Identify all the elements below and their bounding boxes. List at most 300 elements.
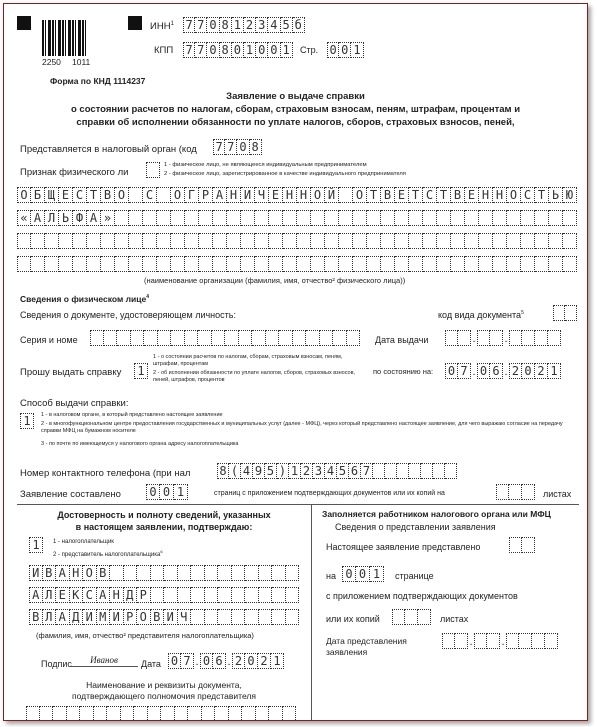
request-option-1: 1 - о состоянии расчетов по налогам, сборам, страховым взносам, пеням, штрафам, процентам bbox=[153, 354, 343, 367]
as-of-label: по состоянию на: bbox=[373, 367, 434, 376]
authority-doc-field[interactable] bbox=[26, 706, 296, 721]
char-cell bbox=[227, 256, 241, 272]
tax-form-page bbox=[3, 3, 588, 721]
char-cell: Л bbox=[43, 609, 57, 625]
char-cell bbox=[269, 256, 283, 272]
date-char-cell: 0 bbox=[245, 653, 258, 669]
date-separator: . bbox=[227, 656, 231, 668]
char-cell: 7 bbox=[183, 17, 195, 33]
char-cell: 7 bbox=[195, 17, 207, 33]
char-cell: 8 bbox=[217, 463, 229, 479]
char-cell bbox=[563, 210, 577, 226]
char-cell: 1 bbox=[289, 463, 301, 479]
char-cell bbox=[157, 233, 171, 249]
char-cell bbox=[191, 609, 205, 625]
tax-office-code-field[interactable] bbox=[213, 139, 262, 155]
char-cell bbox=[259, 609, 273, 625]
char-cell: 7 bbox=[183, 42, 195, 58]
char-cell bbox=[395, 256, 409, 272]
individual-sign-option-2: 2 - физическое лицо, зарегистрированное в качестве индивидуального предпринимателя bbox=[164, 171, 406, 177]
representative-surname-field[interactable] bbox=[29, 565, 299, 581]
char-cell bbox=[293, 330, 307, 346]
char-cell bbox=[59, 233, 73, 249]
org-name-line-2[interactable] bbox=[17, 210, 577, 226]
char-cell: В bbox=[29, 609, 43, 625]
char-cell bbox=[218, 609, 232, 625]
char-cell: « bbox=[17, 210, 31, 226]
char-cell: Н bbox=[297, 187, 311, 203]
char-cell bbox=[191, 587, 205, 603]
char-cell: 1 bbox=[174, 484, 188, 500]
char-cell bbox=[479, 256, 493, 272]
char-cell bbox=[26, 706, 40, 721]
char-cell: Т bbox=[437, 187, 451, 203]
page-label: Стр. bbox=[300, 45, 319, 55]
char-cell: 1 bbox=[351, 42, 363, 58]
char-cell: 0 bbox=[160, 484, 174, 500]
submitted-field[interactable] bbox=[509, 537, 535, 553]
char-cell bbox=[423, 256, 437, 272]
char-cell bbox=[129, 233, 143, 249]
phone-field[interactable] bbox=[217, 463, 457, 479]
char-cell: 7 bbox=[195, 42, 207, 58]
char-cell bbox=[199, 233, 213, 249]
date-separator: . bbox=[195, 656, 199, 668]
individual-sign-field[interactable] bbox=[146, 162, 160, 178]
char-cell bbox=[381, 233, 395, 249]
char-cell bbox=[409, 210, 423, 226]
char-cell: Ю bbox=[563, 187, 577, 203]
char-cell bbox=[157, 256, 171, 272]
char-cell bbox=[232, 609, 246, 625]
char-cell: 0 bbox=[268, 42, 280, 58]
char-cell bbox=[188, 706, 202, 721]
signer-type-field[interactable] bbox=[29, 537, 43, 553]
char-cell bbox=[129, 187, 143, 203]
char-cell: Н bbox=[110, 587, 124, 603]
char-cell bbox=[347, 330, 361, 346]
char-cell: Ь bbox=[59, 210, 73, 226]
char-cell bbox=[507, 233, 521, 249]
date-char-cell: 7 bbox=[181, 653, 194, 669]
char-cell bbox=[339, 256, 353, 272]
char-cell: 1 bbox=[370, 566, 384, 582]
char-cell: Н bbox=[479, 187, 493, 203]
char-cell bbox=[433, 463, 445, 479]
char-cell bbox=[45, 256, 59, 272]
char-cell: И bbox=[110, 609, 124, 625]
char-cell bbox=[146, 162, 160, 178]
char-cell bbox=[129, 256, 143, 272]
char-cell bbox=[549, 256, 563, 272]
request-type-field[interactable] bbox=[134, 363, 148, 379]
char-cell: А bbox=[56, 609, 70, 625]
char-cell: Н bbox=[283, 187, 297, 203]
char-cell: 7 bbox=[213, 139, 225, 155]
date-char-cell bbox=[509, 330, 522, 346]
char-cell bbox=[31, 256, 45, 272]
char-cell bbox=[59, 256, 73, 272]
char-cell bbox=[213, 233, 227, 249]
corner-marker-right bbox=[128, 16, 142, 30]
char-cell: Н bbox=[70, 565, 84, 581]
char-cell: Ф bbox=[73, 210, 87, 226]
char-cell: 1 bbox=[134, 363, 148, 379]
char-cell bbox=[259, 587, 273, 603]
char-cell: Е bbox=[56, 587, 70, 603]
char-cell bbox=[245, 587, 259, 603]
delivery-option-1: 1 - в налоговом органе, в который представлено настоящее заявление bbox=[41, 412, 223, 418]
char-cell: ( bbox=[229, 463, 241, 479]
char-cell bbox=[272, 609, 286, 625]
char-cell bbox=[405, 609, 418, 625]
kpp-field[interactable] bbox=[183, 42, 293, 58]
char-cell: К bbox=[70, 587, 84, 603]
office-use-heading: Заполняется работником налогового органа или МФЦ bbox=[322, 509, 551, 519]
char-cell bbox=[80, 706, 94, 721]
char-cell bbox=[507, 210, 521, 226]
char-cell bbox=[137, 565, 151, 581]
char-cell bbox=[311, 210, 325, 226]
char-cell bbox=[185, 210, 199, 226]
char-cell: 7 bbox=[361, 463, 373, 479]
char-cell: И bbox=[83, 609, 97, 625]
char-cell bbox=[306, 330, 320, 346]
delivery-option-2: 2 - в многофункциональном центре предоставления государственных и муниципальных услуг (далее - МФЦ), через который представлено настоящее заявление, для чего выражаю согласие на передачу справки МФЦ на бумажном носителе bbox=[41, 421, 563, 434]
char-cell: Р bbox=[137, 587, 151, 603]
char-cell bbox=[73, 256, 87, 272]
char-cell: 4 bbox=[325, 463, 337, 479]
char-cell: 4 bbox=[268, 17, 280, 33]
char-cell bbox=[535, 210, 549, 226]
char-cell bbox=[522, 537, 535, 553]
char-cell bbox=[161, 706, 175, 721]
char-cell bbox=[259, 565, 273, 581]
char-cell bbox=[255, 210, 269, 226]
char-cell: 2 bbox=[301, 463, 313, 479]
date-char-cell bbox=[490, 330, 503, 346]
char-cell: А bbox=[87, 210, 101, 226]
char-cell: Р bbox=[124, 609, 138, 625]
char-cell: О bbox=[171, 187, 185, 203]
char-cell bbox=[198, 330, 212, 346]
char-cell bbox=[101, 256, 115, 272]
org-name-line-1[interactable] bbox=[17, 187, 577, 203]
char-cell bbox=[199, 256, 213, 272]
char-cell bbox=[164, 565, 178, 581]
char-cell: » bbox=[101, 210, 115, 226]
char-cell bbox=[218, 565, 232, 581]
char-cell bbox=[521, 256, 535, 272]
char-cell bbox=[297, 210, 311, 226]
char-cell bbox=[286, 587, 300, 603]
char-cell bbox=[31, 233, 45, 249]
on-label: на bbox=[326, 571, 336, 581]
char-cell bbox=[87, 256, 101, 272]
char-cell: Е bbox=[395, 187, 409, 203]
page-number-field[interactable] bbox=[327, 42, 364, 58]
char-cell bbox=[241, 256, 255, 272]
column-divider bbox=[311, 504, 312, 720]
char-cell bbox=[381, 210, 395, 226]
request-label: Прошу выдать справку bbox=[20, 367, 122, 378]
date-char-cell: 1 bbox=[548, 363, 561, 379]
char-cell: Г bbox=[185, 187, 199, 203]
date-char-cell: 6 bbox=[213, 653, 226, 669]
inn-field[interactable] bbox=[183, 17, 305, 33]
char-cell bbox=[157, 187, 171, 203]
date-char-cell bbox=[548, 330, 561, 346]
date-char-cell: 2 bbox=[535, 363, 548, 379]
char-cell bbox=[339, 233, 353, 249]
org-name-line-4[interactable] bbox=[17, 256, 577, 272]
char-cell bbox=[178, 587, 192, 603]
char-cell: О bbox=[115, 187, 129, 203]
date-char-cell bbox=[474, 633, 487, 649]
char-cell bbox=[73, 233, 87, 249]
char-cell bbox=[171, 210, 185, 226]
corner-marker-left bbox=[17, 16, 31, 30]
char-cell: А bbox=[213, 187, 227, 203]
char-cell bbox=[535, 256, 549, 272]
date-separator: . bbox=[472, 366, 476, 378]
char-cell bbox=[101, 233, 115, 249]
char-cell bbox=[283, 210, 297, 226]
char-cell bbox=[144, 330, 158, 346]
inn-label: ИНН$^1$ bbox=[150, 21, 174, 33]
char-cell bbox=[110, 565, 124, 581]
barcode-number-left: 2250 bbox=[42, 57, 61, 67]
char-cell bbox=[311, 256, 325, 272]
char-cell: 0 bbox=[207, 17, 219, 33]
doc-code-field[interactable] bbox=[553, 305, 577, 321]
char-cell: 7 bbox=[225, 139, 237, 155]
issue-date-field[interactable] bbox=[445, 330, 561, 348]
char-cell: А bbox=[56, 565, 70, 581]
char-cell: 0 bbox=[339, 42, 351, 58]
char-cell bbox=[151, 587, 165, 603]
char-cell bbox=[171, 233, 185, 249]
char-cell bbox=[479, 233, 493, 249]
char-cell bbox=[115, 233, 129, 249]
doc-caption-line1: Наименование и реквизиты документа, bbox=[86, 680, 242, 690]
char-cell: В bbox=[151, 609, 165, 625]
doc-caption-line2: подтверждающего полномочия представителя bbox=[72, 691, 256, 701]
char-cell: А bbox=[29, 587, 43, 603]
char-cell bbox=[232, 565, 246, 581]
char-cell bbox=[94, 706, 108, 721]
delivery-method-field[interactable] bbox=[20, 413, 34, 429]
char-cell: 8 bbox=[220, 17, 232, 33]
char-cell: И bbox=[241, 187, 255, 203]
char-cell bbox=[212, 330, 226, 346]
char-cell bbox=[421, 463, 433, 479]
char-cell bbox=[418, 609, 431, 625]
org-name-line-3[interactable] bbox=[17, 233, 577, 249]
representative-name-field[interactable] bbox=[29, 587, 299, 603]
sign-date-field[interactable] bbox=[168, 653, 284, 671]
signer-option-2: 2 - представитель налогоплательщика$^6$ bbox=[53, 549, 163, 558]
char-cell bbox=[239, 330, 253, 346]
form-title-line2: о состоянии расчетов по налогам, сборам, страховым взносам, пеням, штрафам, процентам и bbox=[70, 104, 521, 115]
char-cell bbox=[325, 233, 339, 249]
char-cell bbox=[339, 187, 353, 203]
char-cell bbox=[353, 210, 367, 226]
composed-sheets-field[interactable] bbox=[496, 484, 535, 500]
char-cell bbox=[465, 233, 479, 249]
date-char-cell bbox=[535, 330, 548, 346]
char-cell bbox=[451, 256, 465, 272]
char-cell: Д bbox=[70, 609, 84, 625]
sheets-label: листах bbox=[440, 614, 469, 624]
representative-patronymic-field[interactable] bbox=[29, 609, 299, 625]
char-cell: О bbox=[83, 565, 97, 581]
char-cell bbox=[367, 233, 381, 249]
char-cell bbox=[87, 233, 101, 249]
char-cell bbox=[521, 233, 535, 249]
char-cell: Н bbox=[227, 187, 241, 203]
char-cell: Ь bbox=[549, 187, 563, 203]
char-cell bbox=[272, 565, 286, 581]
char-cell bbox=[392, 609, 405, 625]
date-char-cell: 0 bbox=[477, 363, 490, 379]
char-cell: 5 bbox=[337, 463, 349, 479]
char-cell bbox=[104, 330, 118, 346]
individual-sign-label: Признак физического ли bbox=[20, 167, 129, 178]
char-cell bbox=[185, 256, 199, 272]
char-cell bbox=[522, 484, 535, 500]
char-cell bbox=[286, 609, 300, 625]
date-char-cell: 2 bbox=[232, 653, 245, 669]
char-cell: 0 bbox=[207, 42, 219, 58]
submission-date-field[interactable] bbox=[442, 633, 558, 651]
char-cell bbox=[353, 256, 367, 272]
date-char-cell: 0 bbox=[200, 653, 213, 669]
office-pages-field[interactable] bbox=[342, 566, 384, 582]
char-cell: 1 bbox=[244, 42, 256, 58]
copies-label: или их копий bbox=[326, 614, 380, 624]
char-cell bbox=[124, 565, 138, 581]
char-cell bbox=[117, 330, 131, 346]
char-cell: Б bbox=[31, 187, 45, 203]
char-cell bbox=[493, 256, 507, 272]
char-cell: 0 bbox=[356, 566, 370, 582]
as-of-date-field[interactable] bbox=[445, 363, 561, 381]
char-cell: В bbox=[43, 565, 57, 581]
char-cell: В bbox=[451, 187, 465, 203]
char-cell bbox=[445, 463, 457, 479]
char-cell bbox=[283, 233, 297, 249]
signature-value[interactable]: Иванов bbox=[70, 655, 138, 667]
copies-field[interactable] bbox=[392, 609, 431, 625]
delivery-label: Способ выдачи справки: bbox=[20, 398, 129, 409]
char-cell bbox=[325, 256, 339, 272]
char-cell: С bbox=[143, 187, 157, 203]
org-name-caption: (наименование организации (фамилия, имя, отчество² физического лица)) bbox=[144, 276, 406, 285]
char-cell: Н bbox=[493, 187, 507, 203]
date-char-cell bbox=[532, 633, 545, 649]
char-cell bbox=[241, 210, 255, 226]
char-cell bbox=[397, 463, 409, 479]
char-cell bbox=[143, 233, 157, 249]
char-cell bbox=[451, 210, 465, 226]
date-char-cell: 2 bbox=[509, 363, 522, 379]
date-char-cell: 1 bbox=[271, 653, 284, 669]
series-number-label: Серия и номе bbox=[20, 335, 78, 345]
char-cell: А bbox=[97, 587, 111, 603]
char-cell bbox=[143, 256, 157, 272]
char-cell: Е bbox=[269, 187, 283, 203]
char-cell bbox=[437, 210, 451, 226]
date-separator: . bbox=[504, 333, 508, 345]
date-char-cell bbox=[487, 633, 500, 649]
composed-middle-text: страниц с приложением подтверждающих документов или их копий на bbox=[214, 490, 445, 497]
date-char-cell bbox=[522, 330, 535, 346]
char-cell bbox=[129, 210, 143, 226]
char-cell bbox=[283, 256, 297, 272]
char-cell bbox=[17, 256, 31, 272]
char-cell bbox=[437, 256, 451, 272]
char-cell bbox=[493, 233, 507, 249]
char-cell bbox=[297, 233, 311, 249]
char-cell bbox=[202, 706, 216, 721]
char-cell bbox=[45, 233, 59, 249]
char-cell: 1 bbox=[281, 42, 293, 58]
char-cell bbox=[218, 587, 232, 603]
issue-date-label: Дата выдачи bbox=[375, 335, 429, 345]
char-cell bbox=[157, 210, 171, 226]
composed-suffix: листах bbox=[543, 489, 572, 499]
confirm-heading: Достоверность и полноту сведений, указанных bbox=[57, 510, 271, 520]
char-cell bbox=[171, 256, 185, 272]
char-cell: 1 bbox=[20, 413, 34, 429]
char-cell: 8 bbox=[220, 42, 232, 58]
char-cell: Т bbox=[409, 187, 423, 203]
char-cell bbox=[272, 587, 286, 603]
char-cell bbox=[252, 330, 266, 346]
date-char-cell bbox=[445, 330, 458, 346]
char-cell bbox=[241, 233, 255, 249]
char-cell bbox=[242, 706, 256, 721]
char-cell: 1 bbox=[29, 537, 43, 553]
char-cell: М bbox=[97, 609, 111, 625]
char-cell bbox=[107, 706, 121, 721]
date-char-cell bbox=[458, 330, 471, 346]
char-cell: 0 bbox=[232, 42, 244, 58]
char-cell bbox=[409, 256, 423, 272]
char-cell bbox=[493, 210, 507, 226]
delivery-option-3: 3 - по почте по имеющемуся у налогового органа адресу налогоплательщика bbox=[41, 441, 239, 447]
char-cell bbox=[131, 330, 145, 346]
char-cell: Е bbox=[465, 187, 479, 203]
date-char-cell bbox=[519, 633, 532, 649]
series-number-field[interactable] bbox=[90, 330, 360, 346]
char-cell: 0 bbox=[256, 42, 268, 58]
char-cell: В bbox=[381, 187, 395, 203]
char-cell bbox=[255, 256, 269, 272]
char-cell: Ч bbox=[255, 187, 269, 203]
char-cell: О bbox=[17, 187, 31, 203]
submission-date-label: Дата представления заявления bbox=[326, 636, 407, 657]
char-cell: О bbox=[353, 187, 367, 203]
char-cell bbox=[213, 256, 227, 272]
char-cell: С bbox=[521, 187, 535, 203]
char-cell bbox=[148, 706, 162, 721]
barcode-icon bbox=[42, 20, 88, 56]
char-cell: 8 bbox=[250, 139, 262, 155]
char-cell: 0 bbox=[146, 484, 160, 500]
composed-pages-field[interactable] bbox=[146, 484, 188, 500]
